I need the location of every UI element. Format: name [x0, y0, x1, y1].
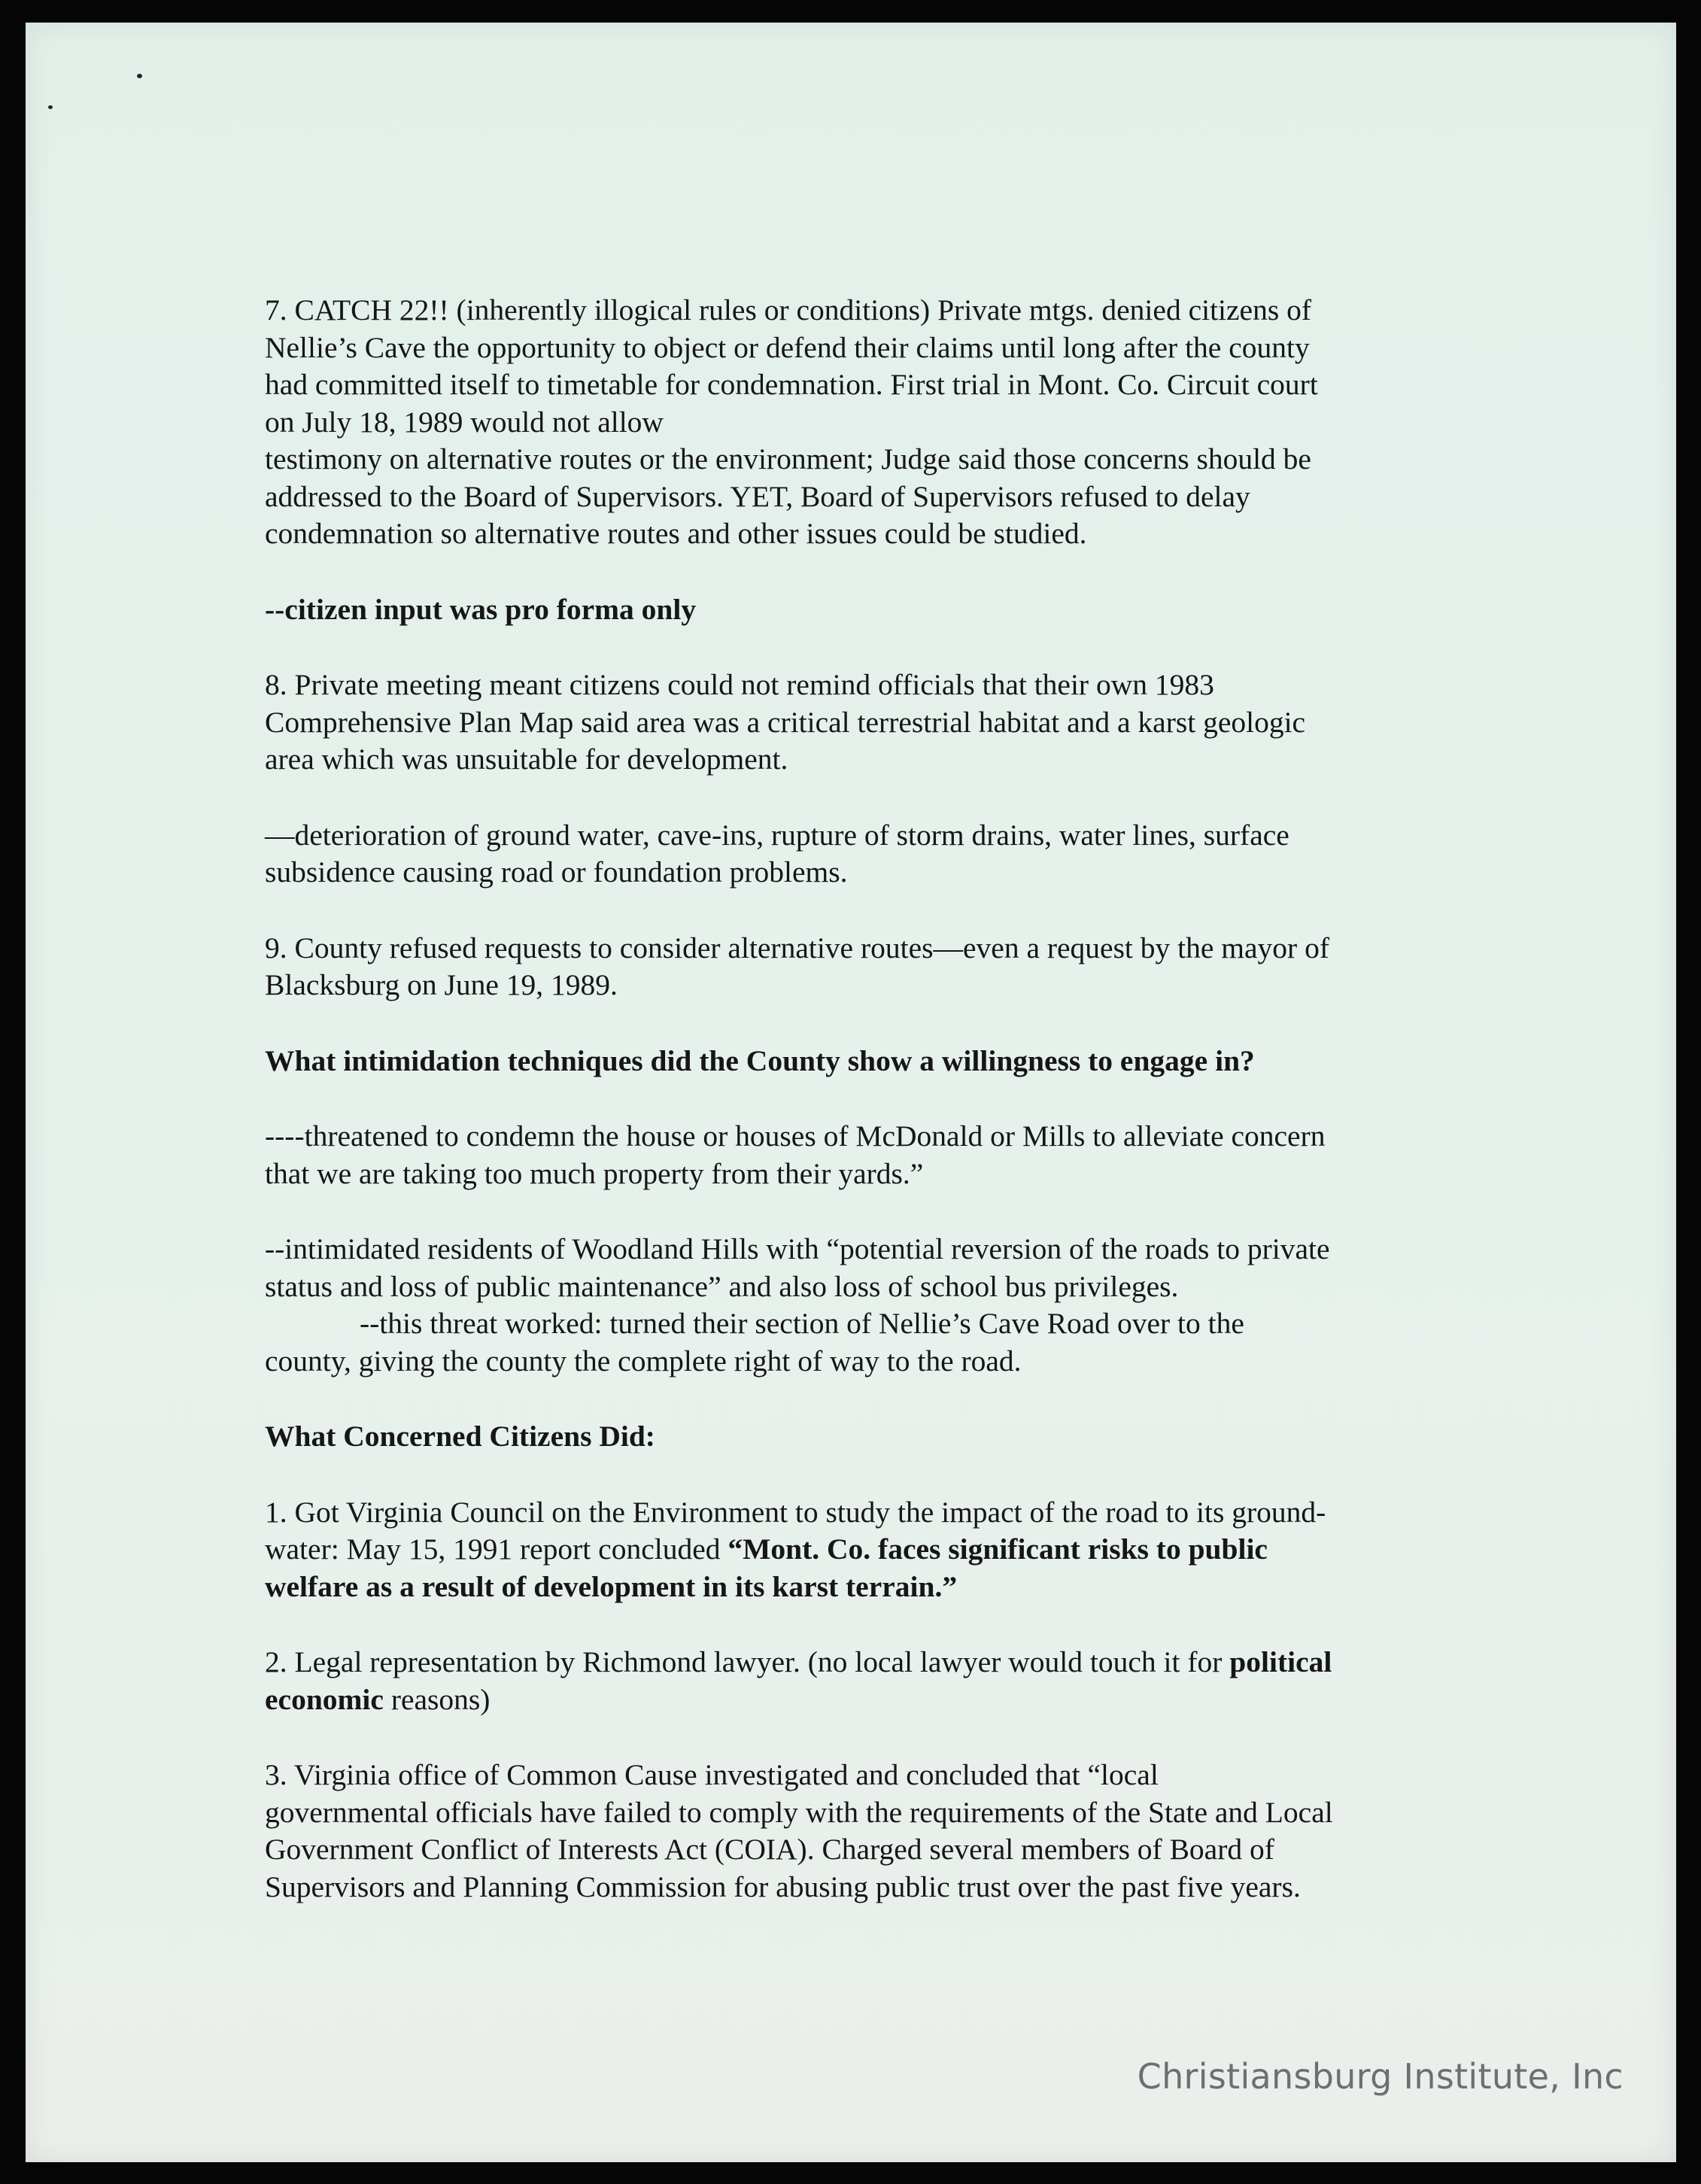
text-line — [265, 1531, 1469, 1569]
text-line: —deterioration of ground water, cave-ins, rupture of storm drains, water lines, surface — [265, 818, 1289, 852]
text-line: that we are taking too much property from their yards.” — [265, 1156, 924, 1190]
threat-2-paragraph — [265, 1231, 1469, 1380]
text-span: reasons) — [383, 1682, 491, 1716]
watermark: Christiansburg Institute, Inc — [1137, 2056, 1624, 2097]
text-line: had committed itself to timetable for condemnation. First trial in Mont. Co. Circuit court — [265, 368, 1318, 401]
bold-quote: welfare as a result of development in its karst terrain.” — [265, 1569, 958, 1603]
item-7-paragraph — [265, 292, 1469, 553]
text-line: --this threat worked: turned their section of Nellie’s Cave Road over to the — [360, 1307, 1244, 1340]
intimidation-heading: What intimidation techniques did the County show a willingness to engage in? — [265, 1043, 1255, 1077]
text-line: subsidence causing road or foundation problems. — [265, 855, 848, 888]
text-line: Blacksburg on June 19, 1989. — [265, 968, 618, 1001]
text-line: Supervisors and Planning Commission for abusing public trust over the past five years. — [265, 1870, 1301, 1903]
deterioration-paragraph — [265, 817, 1469, 892]
bold-quote: “Mont. Co. faces significant risks to public — [727, 1532, 1268, 1566]
threat-1-paragraph — [265, 1118, 1469, 1192]
did-1-paragraph — [265, 1494, 1469, 1606]
text-line: Nellie’s Cave the opportunity to object or defend their claims until long after the county — [265, 330, 1310, 364]
text-line: on July 18, 1989 would not allow — [265, 405, 664, 439]
citizen-input-note: --citizen input was pro forma only — [265, 592, 697, 626]
paper-speck — [48, 105, 53, 109]
text-line — [265, 1644, 1469, 1681]
text-line: 9. County refused requests to consider alternative routes—even a request by the mayor of — [265, 931, 1329, 964]
text-line: status and loss of public maintenance” and also loss of school bus privileges. — [265, 1269, 1179, 1303]
paper-speck — [137, 74, 142, 78]
text-line: --intimidated residents of Woodland Hills with “potential reversion of the roads to private — [265, 1232, 1330, 1265]
text-line: condemnation so alternative routes and other issues could be studied. — [265, 517, 1087, 550]
text-span: 2. Legal representation by Richmond lawyer. (no local lawyer would touch it for — [265, 1645, 1230, 1678]
text-line: ----threatened to condemn the house or houses of McDonald or Mills to alleviate concern — [265, 1119, 1326, 1153]
bold-word: economic — [265, 1682, 384, 1716]
bold-word: political — [1229, 1645, 1332, 1678]
text-line: Comprehensive Plan Map said area was a critical terrestrial habitat and a karst geologic — [265, 705, 1306, 739]
text-line: 3. Virginia office of Common Cause investigated and concluded that “local — [265, 1758, 1159, 1791]
text-span: water: May 15, 1991 report concluded — [265, 1532, 728, 1566]
text-line: 7. CATCH 22!! (inherently illogical rules or conditions) Private mtgs. denied citizens of — [265, 293, 1311, 327]
text-line: area which was unsuitable for development. — [265, 743, 788, 776]
did-2-paragraph — [265, 1644, 1469, 1718]
did-3-paragraph — [265, 1757, 1469, 1906]
text-line: addressed to the Board of Supervisors. YET, Board of Supervisors refused to delay — [265, 479, 1250, 513]
document-body — [265, 292, 1469, 1906]
citizens-heading: What Concerned Citizens Did: — [265, 1420, 655, 1453]
item-8-paragraph — [265, 667, 1469, 779]
text-line: Government Conflict of Interests Act (COIA). Charged several members of Board of — [265, 1833, 1274, 1866]
text-line — [265, 1681, 1469, 1719]
text-line: 8. Private meeting meant citizens could not remind officials that their own 1983 — [265, 668, 1214, 701]
text-line: 1. Got Virginia Council on the Environment to study the impact of the road to its ground- — [265, 1495, 1326, 1529]
text-line: testimony on alternative routes or the environment; Judge said those concerns should be — [265, 442, 1311, 475]
paper-sheet — [26, 23, 1676, 2162]
text-line: county, giving the county the complete right of way to the road. — [265, 1344, 1022, 1378]
item-9-paragraph — [265, 930, 1469, 1004]
text-line: governmental officials have failed to comply with the requirements of the State and Local — [265, 1795, 1333, 1829]
